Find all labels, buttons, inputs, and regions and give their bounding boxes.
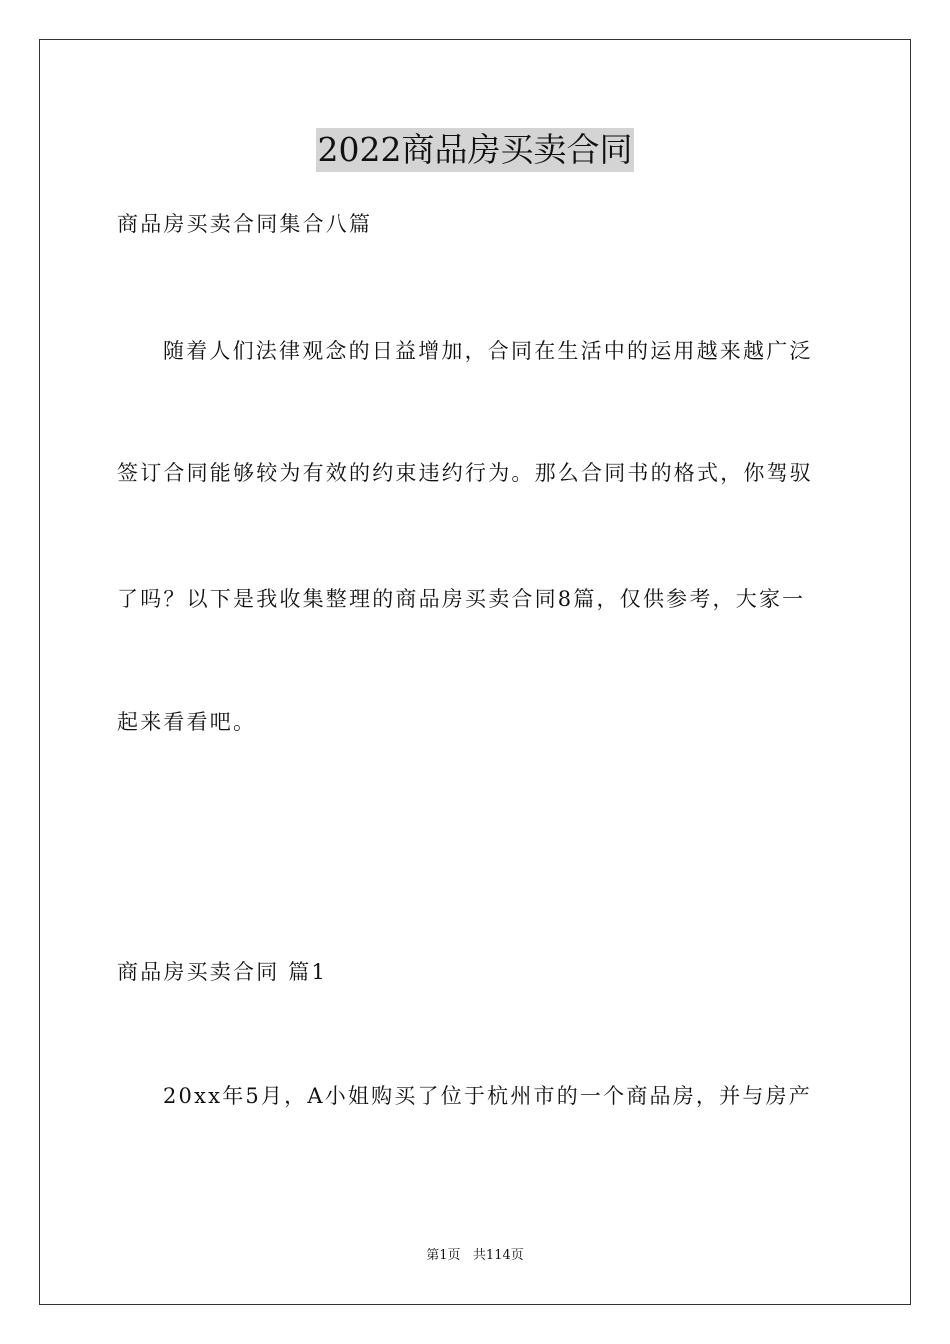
document-title: 2022商品房买卖合同 xyxy=(316,128,635,172)
document-subtitle: 商品房买卖合同集合八篇 xyxy=(117,212,373,236)
section-first-line: 20xx年5月，A小姐购买了位于杭州市的一个商品房，并与房产 xyxy=(163,1084,812,1108)
page-number: 第1页 xyxy=(426,1248,461,1263)
page-footer xyxy=(0,1247,950,1265)
intro-line-3: 了吗？以下是我收集整理的商品房买卖合同8篇，仅供参考，大家一 xyxy=(117,587,806,611)
intro-line-1: 随着人们法律观念的日益增加，合同在生活中的运用越来越广泛 xyxy=(163,339,813,363)
title-container xyxy=(0,128,950,172)
section-heading: 商品房买卖合同 篇1 xyxy=(117,960,328,984)
page-total: 共114页 xyxy=(472,1248,524,1263)
intro-line-2: 签订合同能够较为有效的约束违约行为。那么合同书的格式，你驾驭 xyxy=(117,461,813,485)
intro-line-4: 起来看看吧。 xyxy=(117,710,257,734)
